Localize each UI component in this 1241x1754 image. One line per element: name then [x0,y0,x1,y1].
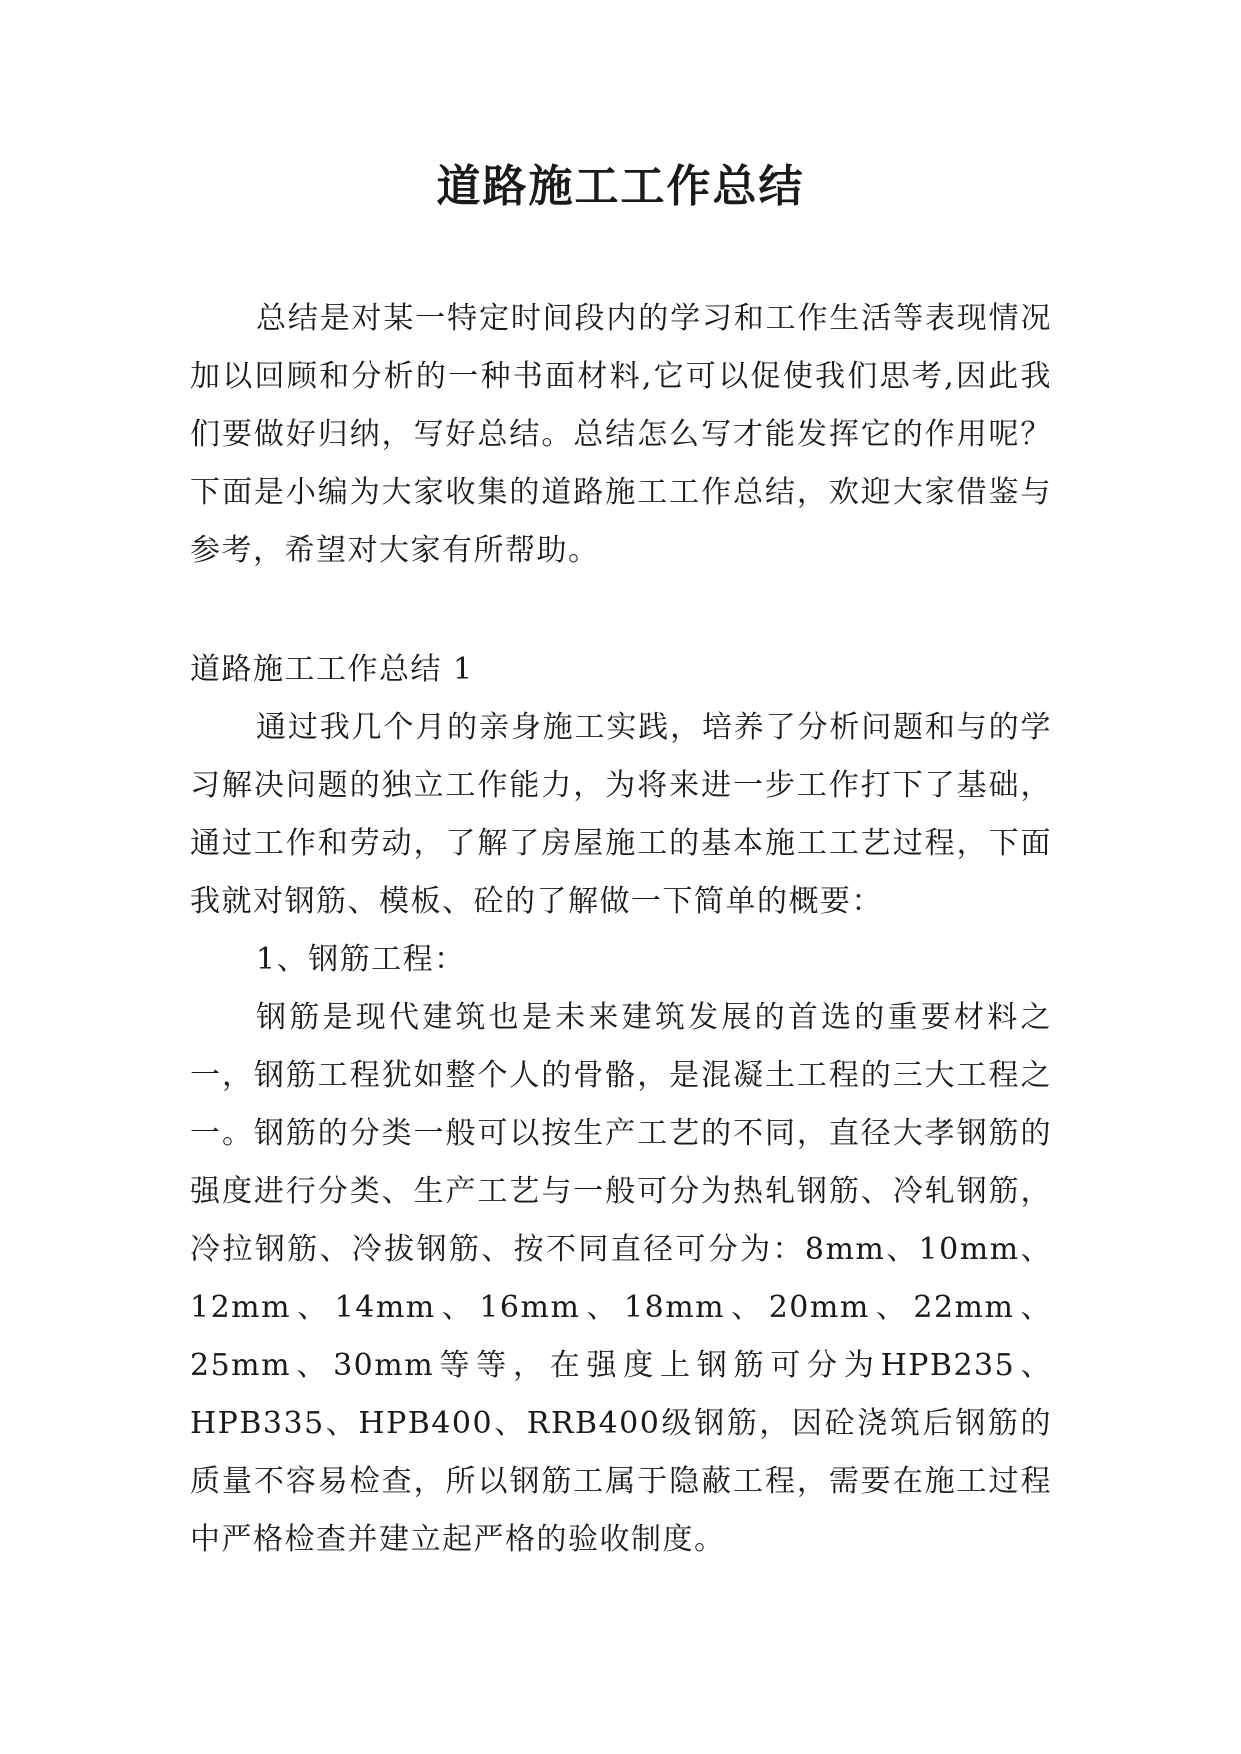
paragraph-practice: 通过我几个月的亲身施工实践，培养了分析问题和与的学习解决问题的独立工作能力，为将来进一步工作打下了基础，通过工作和劳动，了解了房屋施工的基本施工工艺过程，下面我就对钢筋、模板、砼的了解做一下简单的概要： [190,710,1052,919]
document-title: 道路施工工作总结 [436,161,805,212]
section-heading: 道路施工工作总结 1 [190,652,474,687]
paragraph-rebar-details: 钢筋是现代建筑也是未来建筑发展的首选的重要材料之一，钢筋工程犹如整个人的骨骼，是混凝土工程的三大工程之一。钢筋的分类一般可以按生产工艺的不同，直径大孝钢筋的强度进行分类、生产工艺与一般可分为热轧钢筋、冷轧钢筋，冷拉钢筋、冷拔钢筋、按不同直径可分为：8mm、10mm、12mm、14mm、16mm、18mm、20mm、22mm、25mm、30mm等等，在强度上钢筋可分为HPB235、HPB335、HPB400、RRB400级钢筋，因砼浇筑后钢筋的质量不容易检查，所以钢筋工属于隐蔽工程，需要在施工过程中严格检查并建立起严格的验收制度。 [190,1000,1052,1557]
paragraph-rebar-heading: 1、钢筋工程： [256,942,466,977]
intro-paragraph: 总结是对某一特定时间段内的学习和工作生活等表现情况加以回顾和分析的一种书面材料,它可以促使我们思考,因此我们要做好归纳，写好总结。总结怎么写才能发挥它的作用呢？下面是小编为大家收集的道路施工工作总结，欢迎大家借鉴与参考，希望对大家有所帮助。 [190,301,1052,568]
section-body [190,699,1052,1569]
